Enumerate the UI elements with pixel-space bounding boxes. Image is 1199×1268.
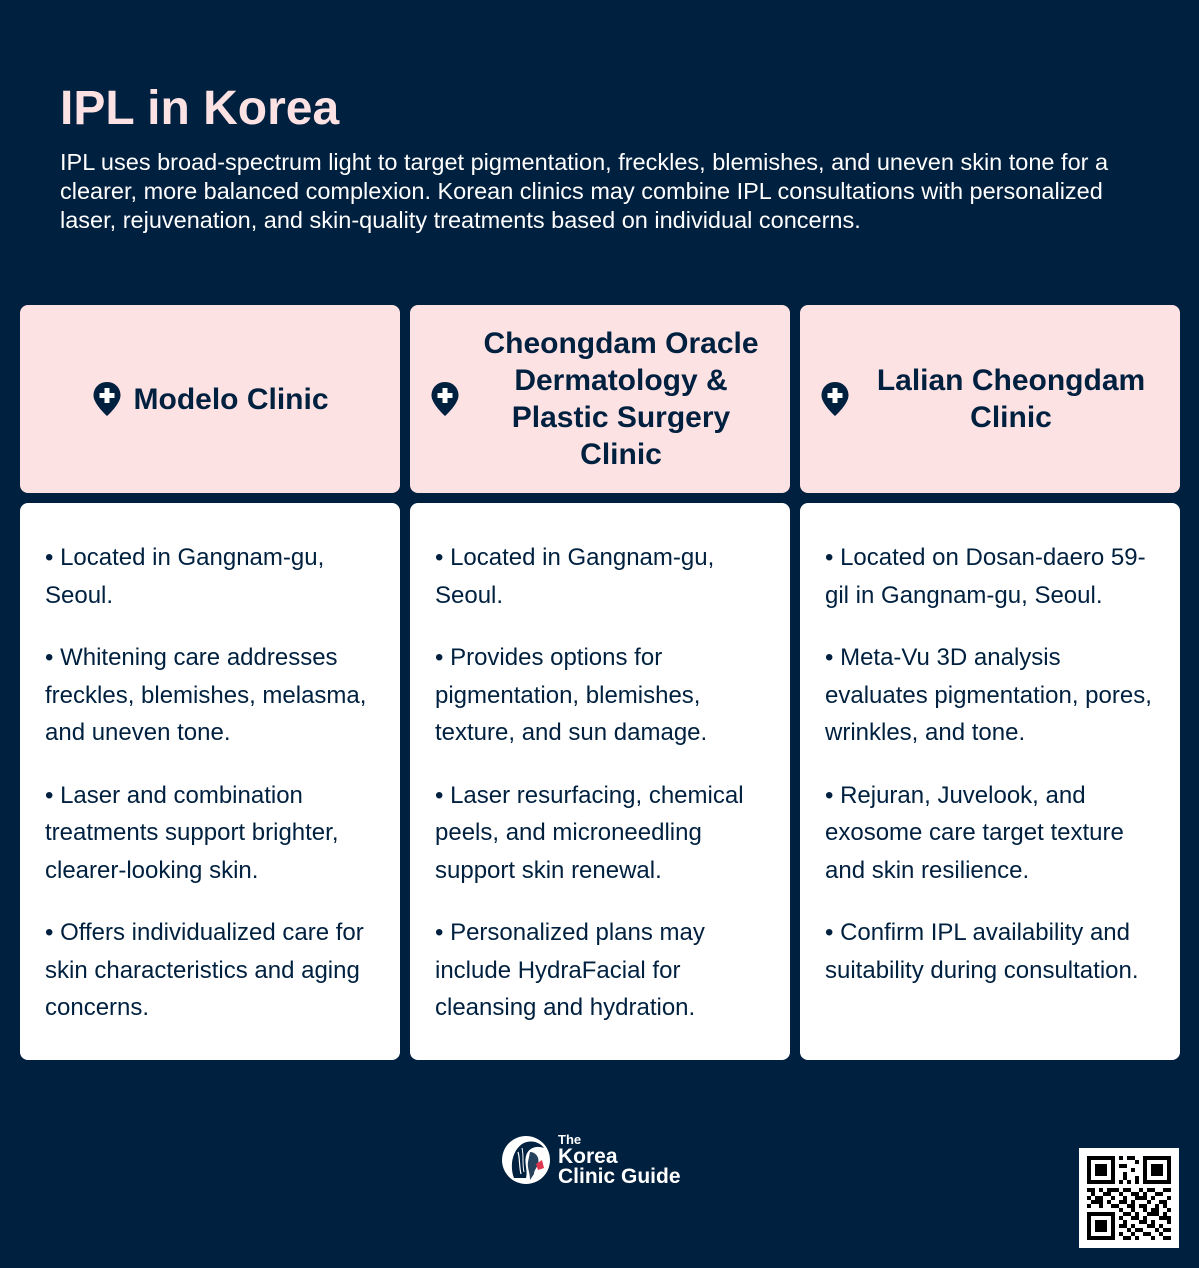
clinic-card-body-lalian: [800, 503, 1180, 1060]
logo-text-clinic-guide: Clinic Guide: [558, 1165, 681, 1188]
logo-text-the: The: [558, 1132, 582, 1147]
clinic-bullet: • Offers individualized care for skin characteristics and aging concerns.: [45, 919, 364, 1021]
page-title: IPL in Korea: [60, 82, 340, 135]
clinic-bullet: • Located in Gangnam-gu, Seoul.: [435, 544, 715, 609]
qr-code[interactable]: [1079, 1148, 1179, 1248]
clinic-bullet: • Located in Gangnam-gu, Seoul.: [45, 544, 325, 609]
clinic-card-header-lalian: [800, 305, 1180, 493]
map-pin-plus-icon: [820, 381, 850, 417]
clinic-name: Lalian Cheongdam Clinic: [876, 364, 1146, 434]
clinic-bullet: • Laser and combination treatments support brighter, clearer-looking skin.: [45, 781, 339, 884]
logo-text-korea: Korea: [558, 1145, 618, 1168]
qr-code-icon: [1087, 1156, 1171, 1240]
clinic-bullet: • Provides options for pigmentation, blemishes, texture, and sun damage.: [435, 644, 708, 746]
clinic-bullet: • Meta-Vu 3D analysis evaluates pigmentation, pores, wrinkles, and tone.: [825, 644, 1152, 746]
map-pin-plus-icon: [430, 381, 460, 417]
clinic-bullet: • Laser resurfacing, chemical peels, and microneedling support skin renewal.: [435, 781, 744, 884]
map-pin-plus-icon: [92, 381, 122, 417]
clinic-name: Cheongdam Oracle Dermatology & Plastic Surgery Clinic: [483, 327, 759, 471]
clinic-card-header-oracle: [410, 305, 790, 493]
clinic-card-body-modelo: [20, 503, 400, 1060]
clinic-bullet: • Whitening care addresses freckles, blemishes, melasma, and uneven tone.: [45, 644, 367, 746]
clinic-bullet: • Located on Dosan-daero 59-gil in Gangnam-gu, Seoul.: [825, 544, 1146, 609]
intro-paragraph: IPL uses broad-spectrum light to target pigmentation, freckles, blemishes, and uneven skin tone for a clearer, more balanced complexion. Korean clinics may combine IPL consultations with personalized laser, rejuvenation, and skin-quality treatments based on individual concerns.: [60, 149, 1109, 233]
clinic-bullet: • Confirm IPL availability and suitability during consultation.: [825, 919, 1139, 984]
clinic-bullet: • Personalized plans may include HydraFacial for cleansing and hydration.: [435, 919, 705, 1021]
woman-silhouette-logo-icon: [500, 1134, 552, 1186]
brand-logo[interactable]: [500, 1133, 681, 1187]
clinic-bullet: • Rejuran, Juvelook, and exosome care target texture and skin resilience.: [825, 781, 1124, 884]
clinic-card-header-modelo: [20, 305, 400, 493]
clinic-name: Modelo Clinic: [133, 382, 329, 416]
clinic-card-body-oracle: [410, 503, 790, 1060]
